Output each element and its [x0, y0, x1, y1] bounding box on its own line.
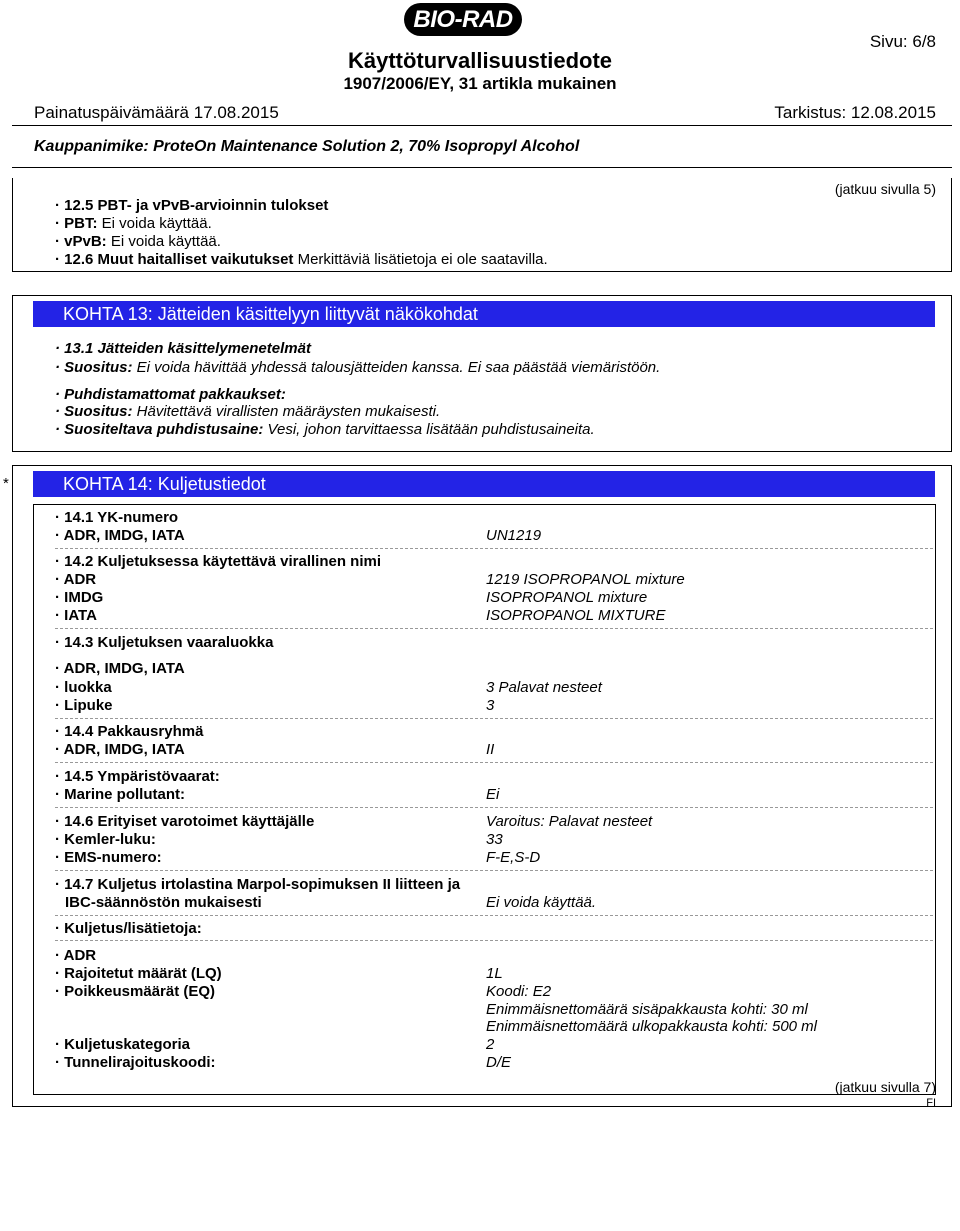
special-precautions-value: Varoitus: Palavat nesteet [486, 813, 653, 830]
packing-group-heading: · 14.4 Pakkausryhmä [55, 723, 204, 740]
excepted-quantities-inner: Enimmäisnettomäärä sisäpakkausta kohti: 30 ml [486, 1001, 808, 1018]
continued-to: (jatkuu sivulla 7) [834, 1079, 936, 1095]
dashed-divider [55, 718, 933, 719]
section13-1-heading: · 13.1 Jätteiden käsittelymenetelmät [55, 340, 311, 357]
iata-label: · IATA [55, 607, 97, 624]
transport-category-value: 2 [486, 1036, 495, 1053]
dashed-divider [55, 915, 933, 916]
label-value: 3 [486, 697, 495, 714]
revision-star: * [3, 475, 9, 492]
dashed-divider [55, 628, 933, 629]
section12-6-row: · 12.6 Muut haitalliset vaikutukset Merkittäviä lisätietoja ei ole saatavilla. [55, 251, 548, 268]
label-label: · Lipuke [55, 697, 113, 714]
environmental-heading: · 14.5 Ympäristövaarat: [55, 768, 220, 785]
class-value: 3 Palavat nesteet [486, 679, 602, 696]
page-number: Sivu: 6/8 [869, 32, 936, 51]
excepted-quantities-label: · Poikkeusmäärät (EQ) [55, 983, 216, 1000]
header-divider [12, 125, 952, 126]
excepted-quantities-outer: Enimmäisnettomäärä ulkopakkausta kohti: 500 ml [486, 1018, 817, 1035]
marine-pollutant-value: Ei [486, 786, 500, 803]
pbt-row: · PBT: Ei voida käyttää. [55, 215, 212, 232]
adr-label: · ADR [55, 571, 97, 588]
hazard-class-label: · ADR, IMDG, IATA [55, 660, 185, 677]
cleaning-agent-row: · Suositeltava puhdistusaine: Vesi, johon tarvittaessa lisätään puhdistusaineita. [55, 421, 595, 438]
continued-from: (jatkuu sivulla 5) [834, 181, 936, 197]
special-precautions-label: · 14.6 Erityiset varotoimet käyttäjälle [55, 813, 315, 830]
un-number-label: · ADR, IMDG, IATA [55, 527, 185, 544]
shipping-name-heading: · 14.2 Kuljetuksessa käytettävä virallinen nimi [55, 553, 381, 570]
revision-date: Tarkistus: 12.08.2015 [774, 103, 936, 122]
section14-heading: KOHTA 14: Kuljetustiedot [33, 471, 935, 497]
dashed-divider [55, 548, 933, 549]
limited-quantities-label: · Rajoitetut määrät (LQ) [55, 965, 222, 982]
marine-pollutant-label: · Marine pollutant: [55, 786, 185, 803]
bulk-transport-value: Ei voida käyttää. [486, 894, 597, 911]
bulk-transport-heading: · 14.7 Kuljetus irtolastina Marpol-sopimuksen II liitteen ja [55, 876, 461, 893]
document-title: Käyttöturvallisuustiedote [347, 48, 613, 73]
iata-value: ISOPROPANOL MIXTURE [486, 607, 666, 624]
class-label: · luokka [55, 679, 112, 696]
dashed-divider [55, 940, 933, 941]
bulk-transport-heading-cont: IBC-säännöstön mukaisesti [65, 894, 262, 911]
packing-group-value: II [486, 741, 495, 758]
imdg-value: ISOPROPANOL mixture [486, 589, 648, 606]
print-date: Painatuspäivämäärä 17.08.2015 [34, 103, 279, 122]
uncleaned-packaging-heading: · Puhdistamattomat pakkaukset: [55, 386, 286, 403]
ems-value: F-E,S-D [486, 849, 541, 866]
vpvb-row: · vPvB: Ei voida käyttää. [55, 233, 221, 250]
language-code: FI [926, 1097, 936, 1109]
un-number-heading: · 14.1 YK-numero [55, 509, 179, 526]
hazard-class-heading: · 14.3 Kuljetuksen vaaraluokka [55, 634, 274, 651]
recommendation-row-1: · Suositus: Ei voida hävittää yhdessä talousjätteiden kanssa. Ei saa päästää viemäristöön. [55, 359, 661, 376]
transport-category-label: · Kuljetuskategoria [55, 1036, 191, 1053]
adr-value: 1219 ISOPROPANOL mixture [486, 571, 685, 588]
ems-label: · EMS-numero: [55, 849, 162, 866]
dashed-divider [55, 870, 933, 871]
un-number-value: UN1219 [486, 527, 542, 544]
bio-rad-logo: BIO-RAD [404, 3, 522, 36]
product-divider [12, 167, 952, 168]
product-name: Kauppanimike: ProteOn Maintenance Solution 2, 70% Isopropyl Alcohol [34, 138, 580, 155]
dashed-divider [55, 762, 933, 763]
recommendation-row-2: · Suositus: Hävitettävä virallisten määräysten mukaisesti. [55, 403, 441, 420]
excepted-quantities-code: Koodi: E2 [486, 983, 552, 1000]
section12-5-heading: · 12.5 PBT- ja vPvB-arvioinnin tulokset [55, 197, 329, 214]
dashed-divider [55, 807, 933, 808]
kemler-value: 33 [486, 831, 503, 848]
adr-additional-label: · ADR [55, 947, 97, 964]
tunnel-code-label: · Tunnelirajoituskoodi: [55, 1054, 216, 1071]
imdg-label: · IMDG [55, 589, 104, 606]
limited-quantities-value: 1L [486, 965, 503, 982]
tunnel-code-value: D/E [486, 1054, 512, 1071]
additional-info-heading: · Kuljetus/lisätietoja: [55, 920, 202, 937]
packing-group-label: · ADR, IMDG, IATA [55, 741, 185, 758]
kemler-label: · Kemler-luku: [55, 831, 156, 848]
section13-heading: KOHTA 13: Jätteiden käsittelyyn liittyvät näkökohdat [33, 301, 935, 327]
document-subtitle: 1907/2006/EY, 31 artikla mukainen [343, 74, 617, 93]
